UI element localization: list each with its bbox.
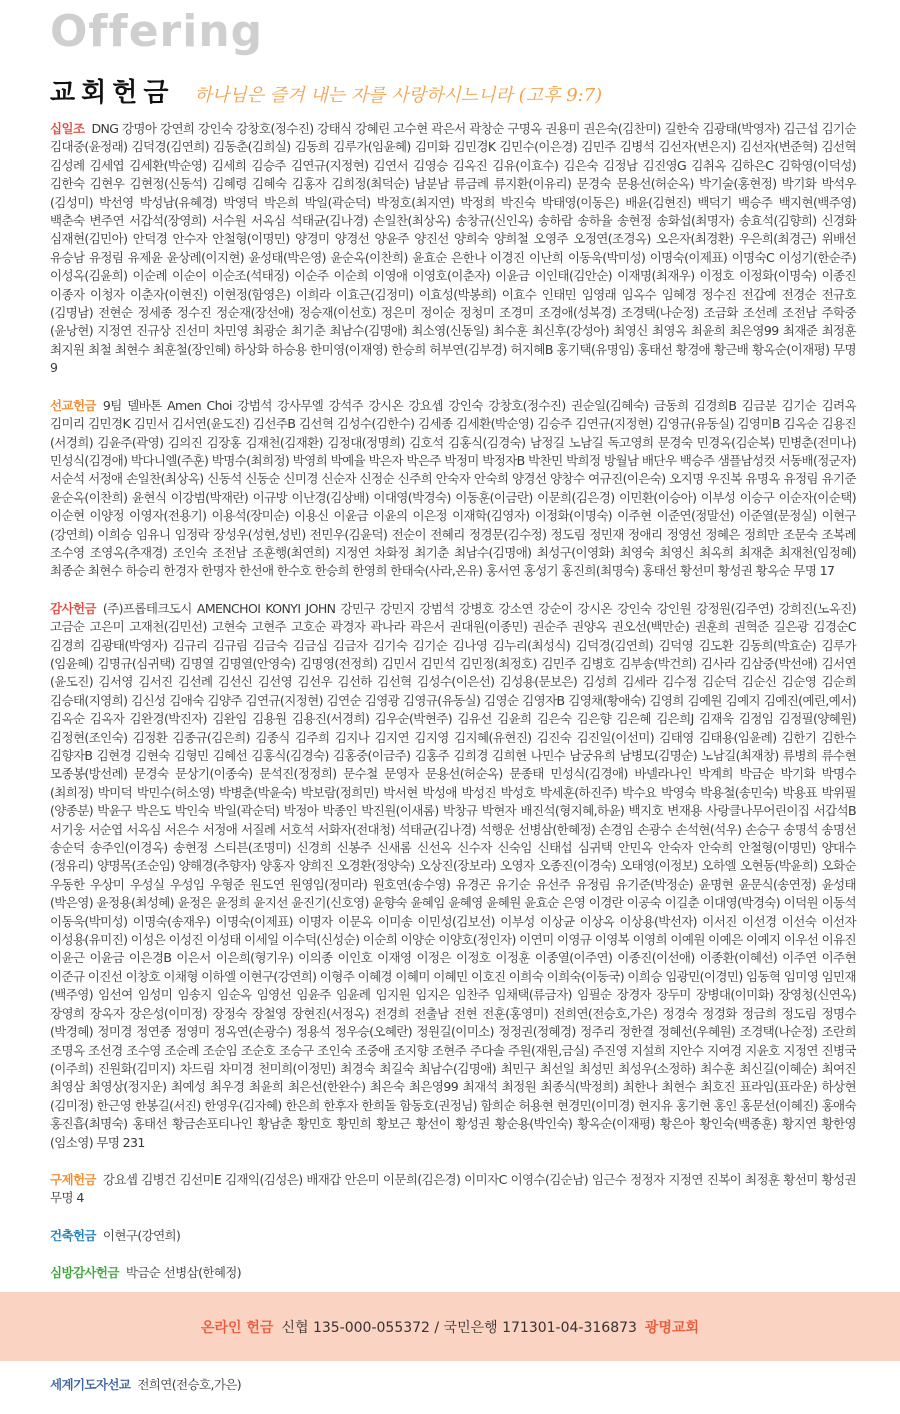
section-thanksgiving — [50, 600, 856, 1152]
church-name: 광명교회 — [644, 1319, 700, 1336]
section-world-prayer-mission — [50, 1376, 856, 1394]
section-label: 구제헌금 — [50, 1171, 96, 1187]
section-building — [50, 1227, 856, 1245]
section-label: 건축헌금 — [50, 1227, 96, 1243]
online-offering-footer — [0, 1292, 900, 1361]
section-names: 이현구(강연희) — [102, 1227, 181, 1243]
section-label: 감사헌금 — [50, 600, 96, 616]
section-mission — [50, 397, 856, 581]
section-names: 전희연(전승호,가은) — [137, 1377, 242, 1393]
section-label: 세계기도자선교 — [50, 1377, 131, 1393]
section-names: (주)프롭테크도시 AMENCHOI KONYI JOHN 강민구 강민지 강범석 강병호 강소연 강순이 강시온 강인숙 강인원 강정원(김주연) 강희진(노옥진) 고금순 고은미 고재천(김민선) 고현숙 고현주 고호순 곽경자 곽나라 곽은서 권대원(이종민) 권순주 권양옥 권오선(백만순) 권훈희 권혁준 길은광 김경순C 김경희 김광태(박영자) 김규리 김규림 김금숙 김금심 김금자 김기숙 김기순 김나영 김누리(최성식) 김덕경(김연희) 김덕영 김도환 김동희(박효순) 김루가(임윤혜) 김명규(심귀택) 김명열 김명열(안영숙) 김명영(전정희) 김민서 김민석 김민정(최정호) 김민주 김병호 김부송(박건희) 김사라 김삼중(박선애) 김서연(윤도진) 김서영 김서진 김선례 김선신 김선영 김선우 김선하 김선혁 김성수(이은선) 김성용(문보은) 김성희 김세라 김수정 김순덕 김순신 김순영 김순희 김승태(지영희) 김신성 김애숙 김양주 김연규(지정현) 김연순 김영광 김영규(유동실) 김영순 김영자B 김영채(황애숙) 김영희 김예원 김예지 김예진(예린,예서) 김옥순 김옥자 김완경(박진자) 김완임 김용원 김용진(서경희) 김우순(박현주) 김유선 김윤희 김은숙 김은향 김은혜 김은희J 김재욱 김정임 김정필(양혜원) 김정현(조인숙) 김정환 김종규(김은희) 김종식 김주희 김지나 김지연 김지영 김지혜(유현진) 김진숙 김진일(이선미) 김태영 김태용(임윤례) 김한기 김한수 김향자B 김현경 김현숙 김형민 김혜선 김홍식(김경숙) 김홍중(이금주) 김홍주 김희경 김희현 나민수 남궁유희 남병모(김명순) 노남길(최재창) 류병희 류수현 모종봉(방선례) 문경숙 문상기(이종숙) 문석진(정정희) 문수철 문영자 문용선(허순옥) 문종태 민성식(김경애) 바넬라나인 박계희 박금순 박기화 박명수(최희정) 박미덕 박민수(허소영) 박병춘(박윤숙) 박보람(정희민) 박서현 박성애 박성진 박성호 박세훈(하진주) 박수요 박영숙 박용철(송민숙) 박용표 박위필(양종분) 박윤구 박은도 박인숙 박일(곽순덕) 박정아 박종인 박진원(이새롬) 박창규 박현자 배진석(형지혜,하윤) 백지호 변재용 사랑클나무어린이집 서갑석B 서기웅 서순엽 서옥심 서은수 서정애 서질례 서호석 서화자(전대청) 석태균(김나경) 석행운 선병삼(한혜정) 손경임 손광수 손석현(석우) 손승구 송명석 송명선 송순덕 송주인(이경옥) 송현정 스티븐(조명미) 신경희 신봉주 신새롬 신선옥 신수자 신숙임 신태섭 심귀택 안민옥 안숙자 안숙희 안철형(이명민) 양대수(정유리) 양명목(조순임) 양해경(추향자) 양홍자 양희진 오경환(정양숙) 오상진(장보라) 오영자 오종진(이경숙) 오태영(이정보) 오하엘 오현동(박윤희) 오화순 우동한 우상미 우성실 우성임 우형준 원도연 원영임(정미라) 원호연(송수영) 유경곤 유기순 유선주 유정림 유기준(박정순) 윤명현 윤문식(송연정) 윤성태(박은영) 윤정용(최성혜) 윤정은 윤정희 윤지선 윤진기(신호영) 윤향숙 윤혜임 윤혜영 윤혜원 윤효순 은영 이경란 이공숙 이길춘 이대영(박경숙) 이덕원 이동석 이동욱(박미성) 이명숙(송재우) 이명숙(이제표) 이명자 이문옥 이미송 이민성(김보선) 이부성 이상균 이상옥 이상용(박선자) 이서진 이선경 이선숙 이선자 이성용(유미진) 이성은 이성진 이성태 이세일 이수덕(신성순) 이순희 이양순 이양호(정인자) 이연미 이영규 이영복 이영희 이예원 이예은 이예지 이우선 이유진 이윤근 이윤금 이은경B 이은서 이은희(형기우) 이의종 이인호 이재영 이정은 이정호 이정훈 이종열(이주연) 이종진(이선애) 이종환(이혜선) 이주연 이주현 이준규 이진선 이창호 이채형 이하엘 이현구(강연희) 이형주 이혜경 이혜미 이혜민 이호진 이희숙 이희숙(이동국) 이희승 임광민(이경민) 임동혁 임미영 임민재(백주영) 임선여 임성미 임송지 임순옥 임영선 임윤주 임윤례 임지원 임지은 임찬주 임채택(류금자) 임필순 장경자 장두미 장병대(이미화) 장영청(신연옥) 장영희 장옥자 장은성(이미정) 장정숙 장철영 장현진(서정옥) 전경희 전출남 전현 전훈(홍영미) 전희연(전승호,가은) 정경숙 정경화 정금희 정도림 정명수(박경혜) 정미경 정연종 정영미 정옥연(손광수) 정용석 정우승(오혜란) 정원길(이미소) 정정권(정혜경) 정주리 정한결 정혜선(우혜원) 조경택(나순정) 조란희 조명옥 조선경 조수영 조순례 조순임 조순호 조승구 조인숙 조중애 조지향 조현주 주다솔 주원(재원,금실) 주진영 지설희 지안수 지여경 지윤호 지정연 진병국(이주희) 진원화(김미지) 차드림 차미경 천미희(이정민) 최경숙 최길숙 최남수(김명애) 최민구 최선일 최성민 최성우(소정하) 최수훈 최신길(이혜순) 최여진 최영삼 최영상(정지운) 최예성 최우경 최윤희 최은선(한완수) 최은숙 최은영99 최재석 최정원 최종식(박정희) 최한나 최현수 최호진 표라임(표라운) 하상현(김미정) 한근영 한봉길(서진) 한영우(김자혜) 한은희 한후자 한희돌 함동호(권정님) 함희순 허용현 현경민(이미경) 현지유 홍기현 홍인 홍문선(이혜진) 홍애숙 홍진흡(최명숙) 홍태선 황금손포티나인 황남춘 황민호 황민희 황보근 황선이 황성권 황순용(박인숙) 황옥순(이재평) 황은아 황인숙(백종훈) 황지연 황한영(임소영) 무명 231 — [50, 600, 856, 1150]
section-label: 십일조 — [50, 121, 85, 136]
section-relief — [50, 1171, 856, 1208]
main-heading: 교회헌금 — [50, 78, 175, 108]
section-names: 9팀 델바톤 Amen Choi 강범석 강사무엘 강석주 강시온 강요셉 강인숙 강창호(정수진) 권순일(김혜숙) 금동희 김경희B 김금분 김기순 김려옥 김미리 김민경K 김민서 김서연(윤도진) 김선주B 김선혁 김성수(김한수) 김세종 김세환(박순영) 김승주 김연규(지정현) 김영규(유동실) 김영미B 김옥순 김용진(서경희) 김윤주(곽영) 김의진 김장홍 김재천(김재환) 김정대(정명희) 김호석 김홍식(김경숙) 남정길 노남길 독고영희 문경숙 민경옥(김순복) 민병춘(전미나) 민성식(김경애) 박다니엘(주훈) 박명수(최희정) 박영희 박예율 박은자 박은주 박정미 박정자B 박찬민 박희정 방월남 배단우 백승주 샘플남성컷 서동배(정군자) 서순석 서정애 손일찬(최상옥) 신동석 신동순 신미경 신순자 신정순 신주희 안숙자 안숙희 양경선 양창수 여규진(이은숙) 오지명 우진복 유명옥 유정림 유기준 윤순옥(이찬희) 윤현식 이강범(박재란) 이규방 이난경(김상배) 이대영(박경숙) 이동훈(이금란) 이문희(김은경) 이민환(이승아) 이부성 이승구 이순자(이순택) 이순현 이양정 이영자(전용기) 이용석(장미순) 이용신 이윤금 이윤의 이은정 이재학(김영자) 이정화(이명숙) 이주현 이준연(정말선) 이준열(문정실) 이현구(강연희) 이희승 임유니 임정락 장성우(성현,성빈) 전민우(김윤덕) 전순이 전혜리 정경문(김수정) 정도림 정민재 정애리 정영선 정혜은 정희만 조문숙 조복례 조수영 조영옥(추재경) 조인숙 조전남 조훈행(최연희) 지정연 차화정 최기춘 최남수(김명애) 최성구(이영화) 최영숙 최영신 최옥희 최재춘 최재천(임정혜) 최종순 최현수 하승리 한경자 한명자 한선애 한수호 한승희 한영희 한태숙(사라,온유) 홍서연 홍성기 홍진희(최명숙) 홍태선 황선미 황성권 황옥순 무명 17 — [50, 397, 856, 579]
section-visitation — [50, 1264, 856, 1282]
offering-list — [50, 120, 856, 1414]
section-names: 박금순 선병삼(한혜정) — [125, 1265, 242, 1281]
section-tithe — [50, 120, 856, 378]
bible-verse: 하나님은 즐겨 내는 자를 사랑하시느니라 (고후 9:7) — [194, 85, 603, 106]
section-label: 심방감사헌금 — [50, 1265, 119, 1281]
heading-row — [50, 72, 602, 109]
bank-accounts: 신협 135-000-055372 / 국민은행 171301-04-316873 — [281, 1319, 637, 1336]
page-title: Offering — [50, 6, 264, 57]
section-names: DNG 강명아 강연희 강인숙 강창호(정수진) 강태식 강혜린 고수현 곽은서 곽창순 구명옥 권용미 권은숙(김찬미) 길한숙 김광태(박영자) 김근섭 김기순 김대중(윤정래) 김덕경(김연희) 김동춘(김희실) 김동희 김루가(임윤혜) 김미화 김민경K 김민수(이은경) 김민주 김병석 김선자(변은지) 김선자(변준혁) 김선혁 김성례 김세엽 김세환(박순영) 김세희 김승주 김연규(지정현) 김연서 김영승 김옥진 김유(이효수) 김은숙 김정남 김진영G 김취옥 김하은C 김학영(이덕성) 김한숙 김현우 김현정(신동석) 김혜령 김혜숙 김홍자 김희정(최덕순) 남분남 류금례 류지환(이유리) 문경숙 문용선(허순옥) 박기술(홍현정) 박기화 박석우(김성미) 박선영 박성남(유혜경) 박영덕 박은희 박일(곽순덕) 박정호(최지연) 박정희 박진숙 박태영(이동은) 배윤(김현진) 백덕기 백승주 백지현(백주영) 백춘숙 변주연 서갑석(장영희) 서수원 서옥심 석태균(김나경) 손일찬(최상옥) 송창규(신인옥) 송하람 송하율 송현정 송화섭(최명자) 송효석(김향희) 신경화 심재현(김민아) 안덕경 안수자 안철형(이명민) 양경미 양경선 양윤주 양진선 양희숙 양희철 오영주 오정연(조경옥) 오은자(최경환) 우은희(최경근) 위배선 유승남 유정림 유제윤 윤상례(이지현) 윤성태(박은영) 윤순옥(이찬희) 윤효순 은한나 이경진 이난희 이동욱(박미성) 이명숙(이제표) 이명숙C 이성기(한순주) 이성옥(김윤희) 이순례 이순이 이순조(석태징) 이순주 이순희 이영애 이영호(이춘자) 이윤금 이인태(김안순) 이재명(최재우) 이정호 이정화(이명숙) 이종진 이종자 이청자 이춘자(이현진) 이현정(함영은) 이희라 이효근(김정미) 이효성(박봉희) 이효수 인태민 임영래 임옥수 임혜경 정수진 전갑예 전경순 전규호(김명남) 전현순 정세종 정수진 정순재(장선애) 정승재(이선호) 정은미 정이순 정청미 조경미 조경애(성복경) 조경택(나순정) 조금화 조선례 조전남 주학중(윤낭현) 지정연 진규상 진선미 차민영 최광순 최기춘 최남수(김명애) 최소영(신동일) 최수훈 최신후(강성아) 최영신 최영옥 최윤희 최은영99 최재준 최정훈 최지원 최철 최현수 최훈철(장인혜) 하상화 하승용 한미영(이재영) 한승희 허부연(김부경) 허지혜B 홍기택(유명임) 홍태선 황경애 황근배 황옥순(이재평) 무명 9 — [50, 121, 856, 376]
section-names: 강요셉 김병건 김선미E 김재익(김성은) 배재갑 안은미 이문희(김은경) 이미자C 이영수(김순남) 임근수 정정자 지정연 진복이 최정훈 황선미 황성권 무명 4 — [50, 1171, 856, 1206]
online-offering-label: 온라인 헌금 — [200, 1319, 274, 1336]
section-label: 선교헌금 — [50, 397, 96, 413]
